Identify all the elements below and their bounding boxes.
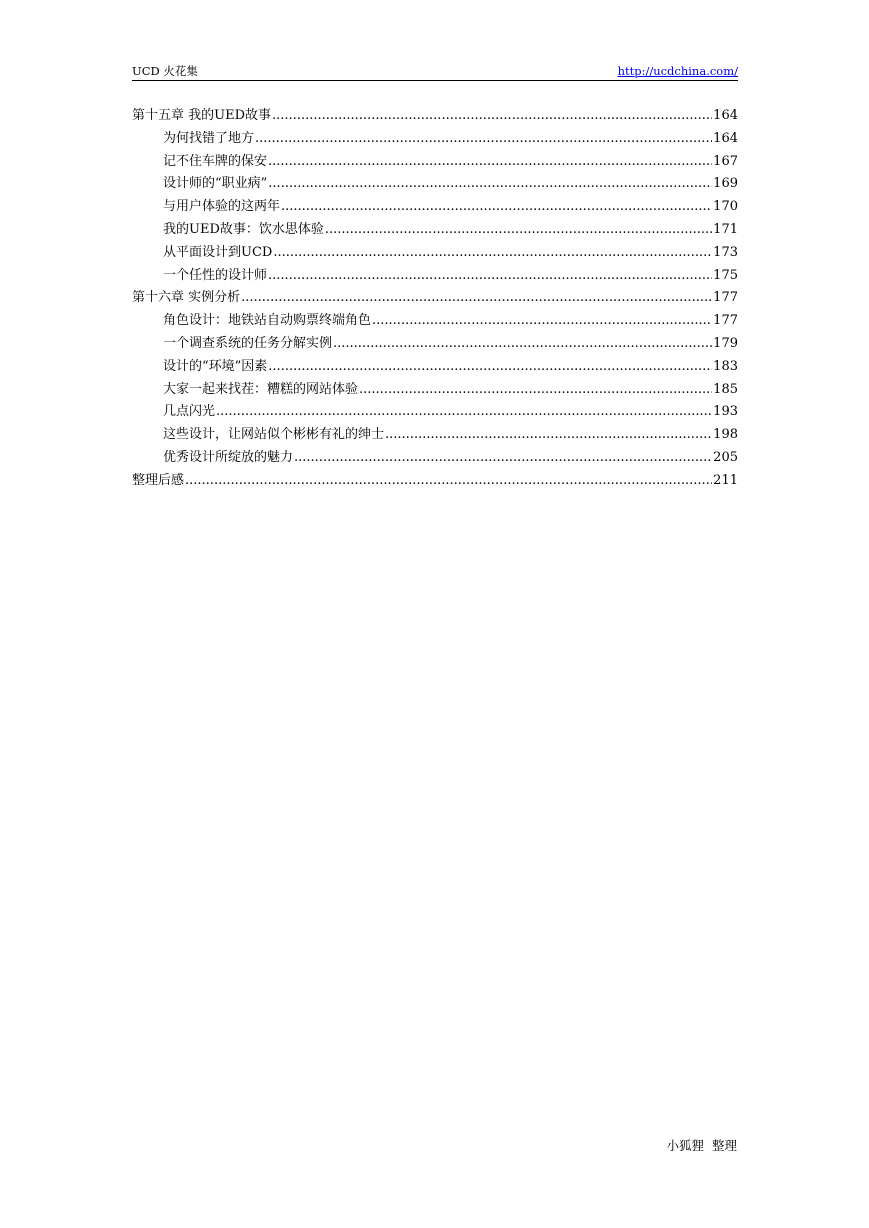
toc-section-entry[interactable] [132,447,738,470]
toc-dot-leader [272,105,712,128]
toc-entry-title: 这些设计，让网站似个彬彬有礼的绅士 [163,427,385,443]
toc-entry-title: 我的UED故事：饮水思体验 [163,221,324,237]
toc-section-entry[interactable] [132,333,738,356]
toc-entry-page-number: 193 [713,404,738,420]
table-of-contents [132,105,738,493]
toc-section-entry[interactable] [132,424,738,447]
toc-entry-page-number: 171 [713,221,738,237]
toc-entry-title: 一个调查系统的任务分解实例 [163,335,333,351]
toc-dot-leader [359,379,712,402]
toc-dot-leader [268,265,712,288]
toc-dot-leader [325,219,712,242]
toc-chapter-entry[interactable] [132,287,738,310]
toc-dot-leader [241,287,712,310]
toc-entry-page-number: 183 [713,358,738,374]
toc-section-entry[interactable] [132,356,738,379]
header-url-link[interactable]: http://ucdchina.com/ [617,64,738,78]
toc-entry-page-number: 198 [713,427,738,443]
toc-dot-leader [185,470,712,493]
toc-entry-title: 为何找错了地方 [163,130,255,146]
toc-entry-page-number: 179 [713,335,738,351]
toc-entry-page-number: 169 [713,176,738,192]
toc-entry-title: 设计师的“职业病” [163,176,268,192]
toc-entry-title: 设计的“环境”因素 [163,358,268,374]
toc-section-entry[interactable] [132,401,738,424]
toc-entry-page-number: 177 [713,290,738,306]
toc-dot-leader [255,128,712,151]
toc-entry-title: 角色设计：地铁站自动购票终端角色 [163,313,372,329]
toc-dot-leader [268,151,712,174]
toc-section-entry[interactable] [132,151,738,174]
header-title: UCD 火花集 [132,64,198,78]
toc-entry-title: 整理后感 [132,472,185,488]
toc-chapter-entry[interactable] [132,470,738,493]
toc-section-entry[interactable] [132,265,738,288]
toc-dot-leader [268,173,712,196]
toc-entry-title: 记不住车牌的保安 [163,153,268,169]
toc-dot-leader [281,196,712,219]
toc-entry-page-number: 185 [713,381,738,397]
toc-section-entry[interactable] [132,219,738,242]
toc-dot-leader [273,242,712,265]
page-header [132,62,738,81]
toc-entry-title: 几点闪光 [163,404,216,420]
toc-section-entry[interactable] [132,242,738,265]
toc-entry-page-number: 205 [713,449,738,465]
toc-dot-leader [385,424,712,447]
toc-entry-page-number: 173 [713,244,738,260]
toc-dot-leader [333,333,712,356]
toc-dot-leader [216,401,712,424]
toc-entry-page-number: 211 [713,472,738,488]
toc-section-entry[interactable] [132,196,738,219]
toc-entry-page-number: 164 [713,108,738,123]
toc-chapter-entry[interactable] [132,105,738,128]
toc-entry-page-number: 177 [713,313,738,329]
toc-entry-title: 第十六章 实例分析 [132,290,241,306]
toc-dot-leader [294,447,712,470]
toc-entry-title: 从平面设计到UCD [163,244,273,260]
toc-entry-title: 第十五章 我的UED故事 [132,108,272,123]
toc-entry-title: 一个任性的设计师 [163,267,268,283]
toc-section-entry[interactable] [132,310,738,333]
toc-entry-title: 大家一起来找茬：糟糕的网站体验 [163,381,359,397]
toc-entry-title: 与用户体验的这两年 [163,199,281,215]
toc-entry-page-number: 164 [713,130,738,146]
toc-section-entry[interactable] [132,379,738,402]
toc-dot-leader [372,310,712,333]
toc-dot-leader [268,356,712,379]
toc-section-entry[interactable] [132,173,738,196]
footer-credit: 小狐狸 整理 [666,1138,737,1153]
toc-entry-page-number: 175 [713,267,738,283]
toc-entry-page-number: 170 [713,199,738,215]
toc-entry-title: 优秀设计所绽放的魅力 [163,449,294,465]
toc-section-entry[interactable] [132,128,738,151]
toc-entry-page-number: 167 [713,153,738,169]
